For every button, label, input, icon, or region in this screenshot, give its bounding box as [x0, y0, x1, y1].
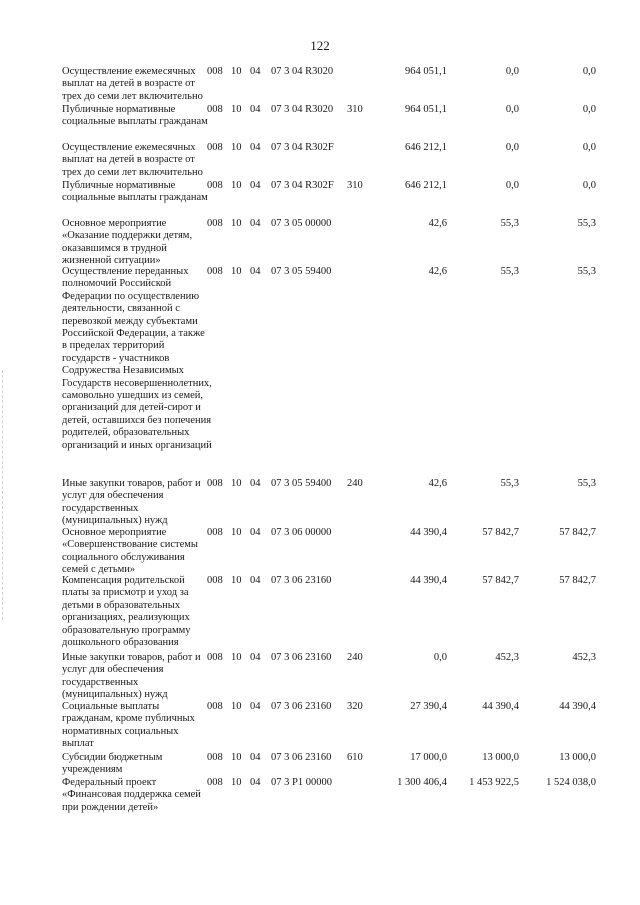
- ved-code: 008: [207, 180, 223, 191]
- row-name: Субсидии бюджетным учреждениям: [62, 752, 163, 776]
- section-code: 10: [231, 266, 242, 277]
- amount-year-1: 0,0: [433, 652, 447, 663]
- amount-year-2: 55,3: [500, 266, 519, 277]
- ved-code: 008: [207, 266, 223, 277]
- amount-year-3: 55,3: [577, 266, 596, 277]
- target-article-code: 07 3 06 23160: [271, 575, 332, 586]
- amount-year-3: 55,3: [577, 218, 596, 229]
- amount-year-1: 27 390,4: [410, 701, 447, 712]
- subsection-code: 04: [250, 575, 261, 586]
- section-code: 10: [231, 777, 242, 788]
- row-name: Осуществление переданных полномочий Российской Федерации по осуществлению деятельности, связанной с перевозкой между субъектами Российской Федерации, а также в пределах территорий государств - участников Содружества Независимых Государств несовершеннолетних, самовольно ушедших из семей, организаций для детей-сирот и детей, оставшихся без попечения родителей, образовательных организаций и иных организаций: [62, 266, 212, 451]
- subsection-code: 04: [250, 180, 261, 191]
- target-article-code: 07 3 06 23160: [271, 752, 332, 763]
- margin-stamp: [2, 370, 9, 620]
- amount-year-1: 42,6: [428, 266, 447, 277]
- subsection-code: 04: [250, 266, 261, 277]
- target-article-code: 07 3 05 59400: [271, 266, 332, 277]
- expense-type-code: 240: [347, 478, 363, 489]
- section-code: 10: [231, 104, 242, 115]
- row-name: Осуществление ежемесячных выплат на детей в возрасте от трех до семи лет включительно: [62, 66, 203, 102]
- amount-year-1: 44 390,4: [410, 575, 447, 586]
- section-code: 10: [231, 142, 242, 153]
- subsection-code: 04: [250, 66, 261, 77]
- row-name: Иные закупки товаров, работ и услуг для обеспечения государственных (муниципальных) нужд: [62, 652, 201, 701]
- amount-year-1: 646 212,1: [405, 180, 447, 191]
- row-name: Публичные нормативные социальные выплаты гражданам: [62, 104, 208, 128]
- target-article-code: 07 3 P1 00000: [271, 777, 332, 788]
- amount-year-1: 42,6: [428, 218, 447, 229]
- amount-year-1: 646 212,1: [405, 142, 447, 153]
- row-name: Осуществление ежемесячных выплат на детей в возрасте от трех до семи лет включительно: [62, 142, 203, 178]
- amount-year-3: 13 000,0: [559, 752, 596, 763]
- amount-year-3: 55,3: [577, 478, 596, 489]
- amount-year-2: 44 390,4: [482, 701, 519, 712]
- amount-year-3: 0,0: [582, 142, 596, 153]
- amount-year-1: 1 300 406,4: [397, 777, 447, 788]
- row-name: Федеральный проект «Финансовая поддержка семей при рождении детей»: [62, 777, 201, 813]
- subsection-code: 04: [250, 142, 261, 153]
- amount-year-3: 1 524 038,0: [546, 777, 596, 788]
- amount-year-3: 57 842,7: [559, 527, 596, 538]
- page-number: 122: [310, 38, 330, 53]
- row-name: Социальные выплаты гражданам, кроме публичных нормативных социальных выплат: [62, 701, 195, 750]
- ved-code: 008: [207, 142, 223, 153]
- amount-year-2: 0,0: [505, 142, 519, 153]
- amount-year-2: 55,3: [500, 478, 519, 489]
- ved-code: 008: [207, 478, 223, 489]
- amount-year-1: 17 000,0: [410, 752, 447, 763]
- subsection-code: 04: [250, 104, 261, 115]
- subsection-code: 04: [250, 752, 261, 763]
- amount-year-2: 13 000,0: [482, 752, 519, 763]
- target-article-code: 07 3 06 00000: [271, 527, 332, 538]
- section-code: 10: [231, 180, 242, 191]
- expense-type-code: 310: [347, 180, 363, 191]
- amount-year-2: 57 842,7: [482, 527, 519, 538]
- amount-year-3: 0,0: [582, 180, 596, 191]
- subsection-code: 04: [250, 218, 261, 229]
- target-article-code: 07 3 04 R3020: [271, 66, 334, 77]
- target-article-code: 07 3 05 59400: [271, 478, 332, 489]
- section-code: 10: [231, 478, 242, 489]
- section-code: 10: [231, 652, 242, 663]
- subsection-code: 04: [250, 527, 261, 538]
- ved-code: 008: [207, 66, 223, 77]
- target-article-code: 07 3 05 00000: [271, 218, 332, 229]
- expense-type-code: 240: [347, 652, 363, 663]
- section-code: 10: [231, 527, 242, 538]
- amount-year-2: 55,3: [500, 218, 519, 229]
- subsection-code: 04: [250, 701, 261, 712]
- target-article-code: 07 3 04 R302F: [271, 142, 334, 153]
- amount-year-2: 0,0: [505, 66, 519, 77]
- row-name: Основное мероприятие «Оказание поддержки детям, оказавшимся в трудной жизненной ситуации»: [62, 218, 193, 267]
- target-article-code: 07 3 06 23160: [271, 652, 332, 663]
- ved-code: 008: [207, 527, 223, 538]
- amount-year-3: 57 842,7: [559, 575, 596, 586]
- subsection-code: 04: [250, 652, 261, 663]
- amount-year-3: 0,0: [582, 66, 596, 77]
- subsection-code: 04: [250, 478, 261, 489]
- ved-code: 008: [207, 652, 223, 663]
- row-name: Иные закупки товаров, работ и услуг для обеспечения государственных (муниципальных) нужд: [62, 478, 201, 527]
- expense-type-code: 610: [347, 752, 363, 763]
- ved-code: 008: [207, 104, 223, 115]
- target-article-code: 07 3 04 R3020: [271, 104, 334, 115]
- ved-code: 008: [207, 701, 223, 712]
- section-code: 10: [231, 575, 242, 586]
- amount-year-2: 1 453 922,5: [469, 777, 519, 788]
- amount-year-1: 44 390,4: [410, 527, 447, 538]
- expense-type-code: 310: [347, 104, 363, 115]
- amount-year-3: 452,3: [572, 652, 596, 663]
- ved-code: 008: [207, 218, 223, 229]
- section-code: 10: [231, 66, 242, 77]
- amount-year-1: 964 051,1: [405, 104, 447, 115]
- row-name: Основное мероприятие «Совершенствование системы социального обслуживания семей с детьми»: [62, 527, 198, 576]
- section-code: 10: [231, 701, 242, 712]
- subsection-code: 04: [250, 777, 261, 788]
- target-article-code: 07 3 06 23160: [271, 701, 332, 712]
- row-name: Компенсация родительской платы за присмотр и уход за детьми в образовательных организациях, реализующих образовательную программу дошкольного образования: [62, 575, 191, 649]
- expense-type-code: 320: [347, 701, 363, 712]
- ved-code: 008: [207, 575, 223, 586]
- target-article-code: 07 3 04 R302F: [271, 180, 334, 191]
- section-code: 10: [231, 218, 242, 229]
- amount-year-1: 42,6: [428, 478, 447, 489]
- amount-year-3: 44 390,4: [559, 701, 596, 712]
- row-name: Публичные нормативные социальные выплаты гражданам: [62, 180, 208, 204]
- section-code: 10: [231, 752, 242, 763]
- ved-code: 008: [207, 752, 223, 763]
- amount-year-2: 452,3: [495, 652, 519, 663]
- ved-code: 008: [207, 777, 223, 788]
- amount-year-3: 0,0: [582, 104, 596, 115]
- amount-year-2: 0,0: [505, 180, 519, 191]
- amount-year-1: 964 051,1: [405, 66, 447, 77]
- amount-year-2: 57 842,7: [482, 575, 519, 586]
- amount-year-2: 0,0: [505, 104, 519, 115]
